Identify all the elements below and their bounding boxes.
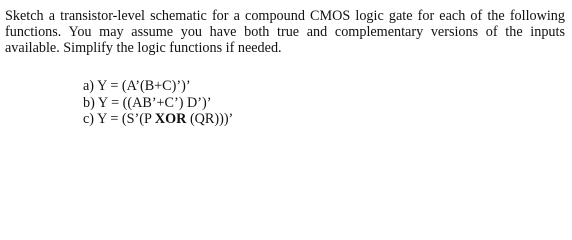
problem-statement: [5, 8, 565, 56]
problem-line-3: available. Simplify the logic functions if needed.: [5, 40, 282, 56]
item-expression-start: Y = (S’(P: [97, 111, 155, 127]
document-page: [5, 0, 565, 56]
item-label: b): [83, 94, 95, 111]
xor-operator: XOR: [154, 111, 187, 127]
function-item-c: [83, 111, 233, 128]
item-label: c): [83, 111, 95, 127]
function-item-a: [83, 78, 233, 95]
item-expression: Y = (A’(B+C)’)’: [97, 78, 191, 94]
problem-line-1: Sketch a transistor-level schematic for a compound CMOS logic gate for each of the following: [5, 8, 565, 24]
problem-line-2: functions. You may assume you have both true and complementary versions of the inputs: [5, 24, 565, 40]
item-expression-end: (QR)))’: [186, 111, 234, 127]
item-label: a): [83, 78, 95, 94]
item-expression: Y = ((AB’+C’) D’)’: [97, 94, 212, 111]
function-list: [83, 78, 233, 128]
function-item-b: [83, 95, 233, 112]
